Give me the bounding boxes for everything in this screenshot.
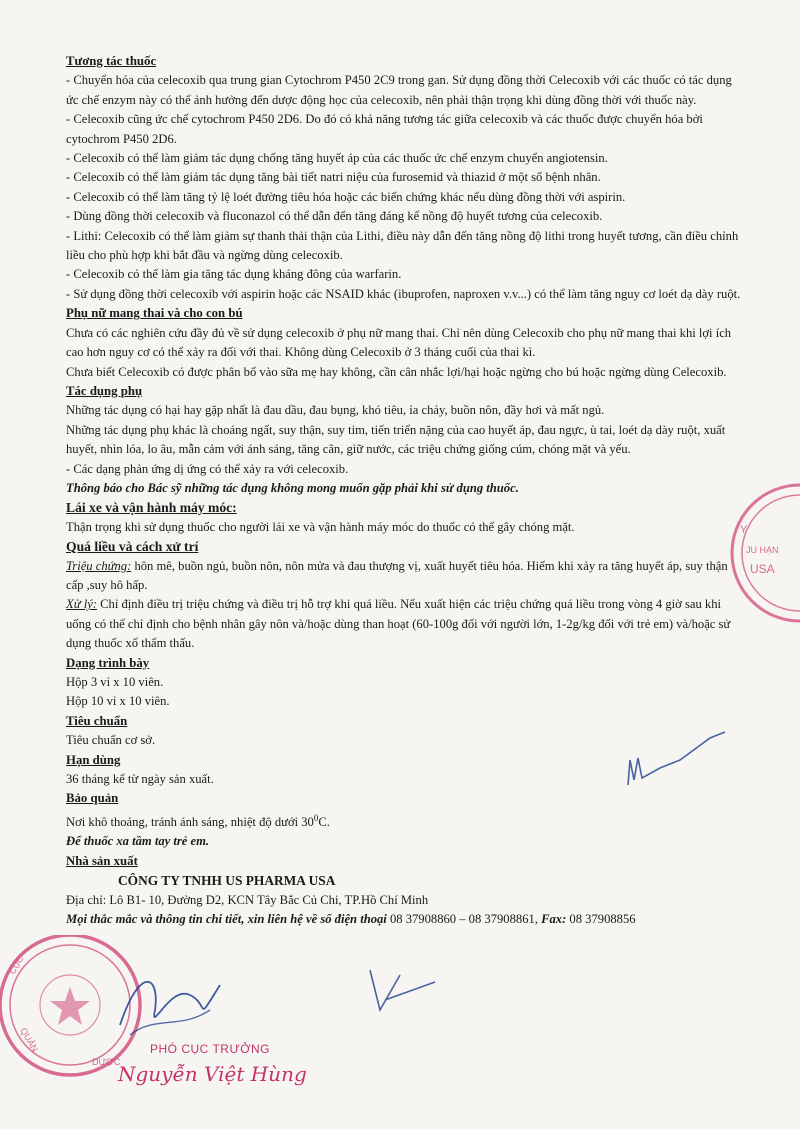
symptoms-label: Triệu chứng:: [66, 558, 132, 573]
symptoms-text: hôn mê, buồn ngủ, buồn nôn, nôn mửa và đau thượng vị, xuất huyết tiêu hóa. Hiếm khi xảy ra tăng huyết áp, suy thận cấp ,suy hô hấp.: [66, 558, 728, 592]
storage-text-unit: C.: [318, 815, 330, 830]
interaction-item: - Celecoxib có thể làm tăng tỷ lệ loét đường tiêu hóa hoặc các biến chứng khác nếu dùng đồng thời với aspirin.: [66, 189, 626, 204]
partial-stamp-right: [700, 478, 800, 628]
interactions-list: [66, 71, 746, 304]
interaction-item: - Celecoxib cũng ức chế cytochrom P450 2D6. Do đó có khả năng tương tác giữa celecoxib và các thuốc được chuyển hóa bởi cytochrom P450 2D6.: [66, 112, 703, 146]
section-title-pregnancy: Phụ nữ mang thai và cho con bú: [66, 306, 243, 321]
storage-text-main: Nơi khô thoáng, tránh ánh sáng, nhiệt độ dưới 30: [66, 815, 314, 830]
interaction-item: - Celecoxib có thể làm giảm tác dụng tăng bài tiết natri niệu của furosemid và thiazid ở một số bệnh nhân.: [66, 170, 601, 185]
presentation-item: Hộp 3 vỉ x 10 viên.: [66, 675, 164, 689]
interaction-item: - Lithi: Celecoxib có thể làm giảm sự thanh thải thận của Lithi, điều này dẫn đến tăng nồng độ lithi trong huyết tương, cần điều chỉnh liều cho phù hợp khi bắt đầu và ngừng dùng celecoxib.: [66, 228, 739, 263]
storage-warning: Để thuốc xa tầm tay trẻ em.: [66, 834, 210, 849]
signature-official: [100, 955, 240, 1055]
overdose-symptoms: [66, 557, 746, 596]
interaction-item: - Sử dụng đồng thời celecoxib với aspirin hoặc các NSAID khác (ibuprofen, naproxen v.v...) có thể làm tăng nguy cơ loét dạ dày ruột.: [66, 286, 741, 301]
overdose-treatment: [66, 595, 746, 653]
approval-title: PHÓ CỤC TRƯỞNG: [150, 1042, 270, 1056]
fax-label: Fax:: [541, 912, 567, 927]
section-title-expiry: Hạn dùng: [66, 752, 121, 767]
section-title-side-effects: Tác dụng phụ: [66, 383, 143, 398]
side-effect-text: Những tác dụng phụ khác là choáng ngất, suy thận, suy tim, tiến triển nặng của cao huyết áp, đau ngực, ù tai, loét dạ dày ruột, xuất huyết, nhìn lóa, lo âu, mẫn cảm với ánh sáng, tăng cân, giữ nước, các triệu chứng giống cúm, chóng mặt và yếu.: [66, 422, 726, 457]
fax-number: 08 37908856: [566, 912, 636, 927]
expiry-text: 36 tháng kể từ ngày sản xuất.: [66, 772, 214, 787]
interaction-item: - Chuyển hóa của celecoxib qua trung gian Cytochrom P450 2C9 trong gan. Sử dụng đồng thời Celecoxib với các thuốc có tác dụng ức chế enzym này có thể ảnh hưởng đến dược động học của celecoxib, nên phải thận trọng khi dùng đồng thời với thuốc này.: [66, 73, 732, 107]
section-title-interactions: Tương tác thuốc: [66, 54, 157, 68]
signature-right: [620, 730, 730, 810]
section-title-standard: Tiêu chuẩn: [66, 713, 128, 728]
degree-sign: 0: [313, 812, 319, 823]
company-name: CÔNG TY TNHH US PHARMA USA: [118, 873, 336, 889]
interaction-item: - Dùng đồng thời celecoxib và fluconazol có thể dẫn đến tăng đáng kể nồng độ huyết tương của celecoxib.: [66, 209, 603, 224]
svg-text:Y: Y: [740, 524, 748, 536]
svg-text:QUẢN: QUẢN: [18, 1026, 40, 1054]
section-title-overdose: Quá liều và cách xử trí: [66, 539, 199, 555]
svg-text:JU HẠN: JU HẠN: [746, 545, 779, 555]
signature-middle: [360, 960, 450, 1020]
section-title-manufacturer: Nhà sản xuất: [66, 853, 138, 868]
company-address: Địa chỉ: Lô B1- 10, Đường D2, KCN Tây Bắc Củ Chi, TP.Hồ Chí Minh: [66, 892, 429, 907]
presentation-item: Hộp 10 vỉ x 10 viên.: [66, 694, 170, 709]
interaction-item: - Celecoxib có thể làm giảm tác dụng chống tăng huyết áp của các thuốc ức chế enzym chuyển angiotensin.: [66, 151, 608, 166]
section-title-storage: Bảo quản: [66, 791, 119, 806]
standard-text: Tiêu chuẩn cơ sở.: [66, 733, 156, 748]
pregnancy-text: Chưa có các nghiên cứu đầy đủ về sử dụng celecoxib ở phụ nữ mang thai. Chỉ nên dùng Celecoxib cho phụ nữ mang thai khi lợi ích cao hơn nguy cơ có thể xảy ra đối với thai. Không dùng Celecoxib ở 3 tháng cuối của thai kì.: [66, 325, 732, 360]
svg-text:USA: USA: [750, 562, 775, 576]
breastfeeding-text: Chưa biết Celecoxib có được phân bố vào sữa mẹ hay không, cần cân nhắc lợi/hại hoặc ngừng cho bú hoặc ngừng dùng Celecoxib.: [66, 364, 727, 379]
storage-text: [66, 809, 746, 833]
treatment-text: Chỉ định điều trị triệu chứng và điều trị hỗ trợ khi quá liều. Nếu xuất hiện các triệu chứng quá liều trong vòng 4 giờ sau khi uống có thể chỉ định cho bệnh nhân gây nôn và/hoặc dùng than hoạt (60-100g đối với người lớn, 1-2g/kg đối với trẻ em) và/hoặc sử dụng thuốc xổ thẩm thấu.: [66, 597, 731, 651]
section-title-presentation: Dạng trình bày: [66, 655, 150, 670]
approval-name: Nguyễn Việt Hùng: [118, 1062, 307, 1086]
contact-phones: 08 37908860 – 08 37908861,: [386, 912, 542, 927]
svg-text:CỤC: CỤC: [7, 954, 26, 976]
driving-text: Thận trọng khi sử dụng thuốc cho người lái xe và vận hành máy móc do thuốc có thể gây chóng mặt.: [66, 519, 575, 534]
side-effect-text: - Các dạng phản ứng dị ứng có thể xảy ra với celecoxib.: [66, 461, 349, 476]
svg-text:DƯỢC: DƯỢC: [92, 1057, 121, 1067]
contact-label: Mọi thắc mắc và thông tin chi tiết, xin liên hệ về số điện thoại: [66, 912, 387, 927]
treatment-label: Xử lý:: [66, 597, 97, 612]
side-effect-notice: Thông báo cho Bác sỹ những tác dụng không mong muốn gặp phải khi sử dụng thuốc.: [66, 480, 519, 495]
interaction-item: - Celecoxib có thể làm gia tăng tác dụng kháng đông của warfarin.: [66, 267, 402, 282]
side-effect-text: Những tác dụng có hại hay gặp nhất là đau dầu, đau bụng, khó tiêu, ỉa chảy, buồn nôn, đầy hơi và mất ngủ.: [66, 403, 605, 418]
company-contact: [66, 910, 746, 929]
section-title-driving: Lái xe và vận hành máy móc:: [66, 500, 237, 516]
